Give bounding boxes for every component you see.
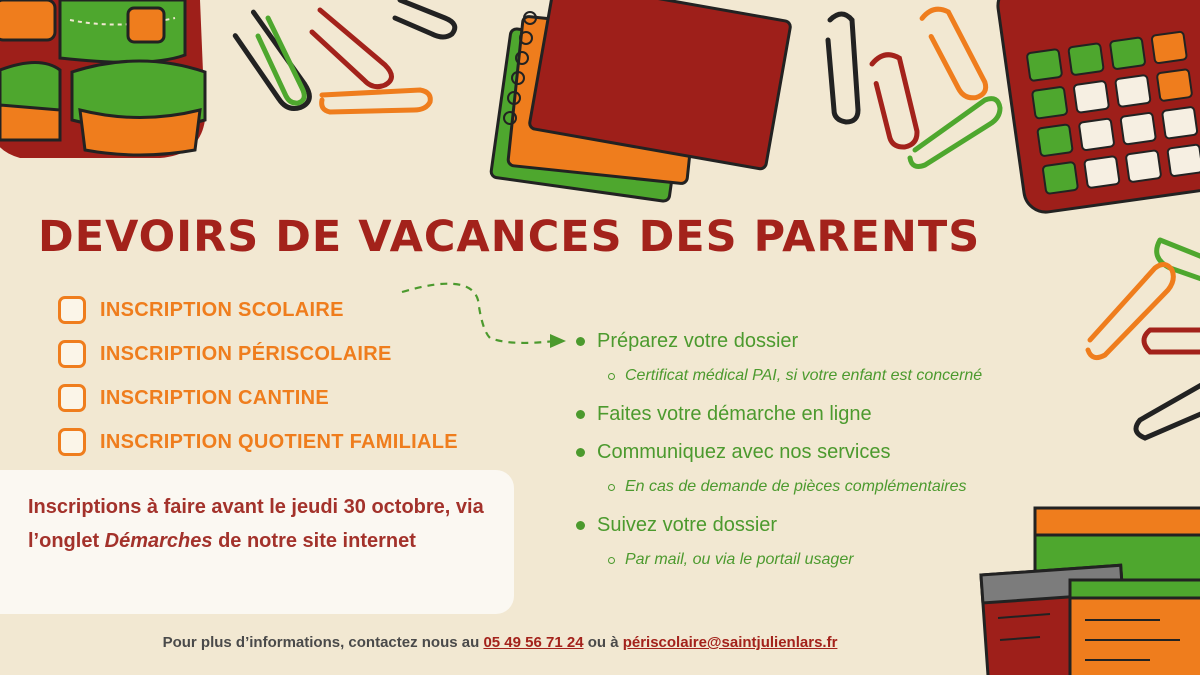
bullet-icon [576, 410, 585, 419]
step-subitem [572, 471, 1092, 503]
sub-bullet-icon [608, 373, 615, 380]
step-item [572, 506, 1092, 544]
checklist-label: INSCRIPTION QUOTIENT FAMILIALE [100, 430, 458, 453]
step-label: Communiquez avec nos services [597, 440, 891, 463]
notice-text-part1: Inscriptions à faire avant le jeudi 30 octobre, via l’onglet [28, 496, 484, 552]
step-sublabel: Certificat médical PAI, si votre enfant est concerné [625, 367, 983, 384]
step-item [572, 395, 1092, 433]
step-sublabel: En cas de demande de pièces complémentaires [625, 478, 967, 495]
checklist-label: INSCRIPTION CANTINE [100, 386, 330, 409]
notice-emphasis: Démarches [104, 530, 213, 552]
notice-text [28, 490, 488, 558]
footer-prefix: Pour plus d’informations, contactez nous au [162, 634, 484, 651]
checklist-item [58, 288, 528, 332]
step-label: Faites votre démarche en ligne [597, 402, 872, 425]
footer-contact [0, 634, 1000, 651]
bullet-icon [576, 521, 585, 530]
step-label: Suivez votre dossier [597, 513, 778, 536]
checklist-item [58, 376, 528, 420]
checkbox-icon [58, 296, 86, 324]
notebook-illustration [490, 0, 791, 202]
step-subitem [572, 360, 1092, 392]
bullet-icon [576, 448, 585, 457]
checklist-label: INSCRIPTION SCOLAIRE [100, 298, 344, 321]
checkbox-icon [58, 428, 86, 456]
footer-middle: ou à [583, 634, 623, 651]
checklist [58, 288, 528, 464]
checkbox-icon [58, 340, 86, 368]
phone-link[interactable]: 05 49 56 71 24 [483, 634, 584, 651]
backpack-illustration [0, 0, 205, 158]
checklist-item [58, 420, 528, 464]
step-sublabel: Par mail, ou via le portail usager [625, 551, 854, 568]
step-item [572, 433, 1092, 471]
step-item [572, 322, 1092, 360]
checklist-label: INSCRIPTION PÉRISCOLAIRE [100, 342, 392, 365]
notice-text-part2: de notre site internet [212, 530, 416, 552]
bullet-icon [576, 337, 585, 346]
sub-bullet-icon [608, 557, 615, 564]
page-title: DEVOIRS DE VACANCES DES PARENTS [38, 212, 981, 262]
calculator-illustration [995, 0, 1200, 215]
email-link[interactable]: périscolaire@saintjulienlars.fr [622, 634, 838, 651]
sub-bullet-icon [608, 484, 615, 491]
checklist-item [58, 332, 528, 376]
step-subitem [572, 544, 1092, 576]
step-label: Préparez votre dossier [597, 329, 799, 352]
steps-list [572, 322, 1092, 576]
checkbox-icon [58, 384, 86, 412]
